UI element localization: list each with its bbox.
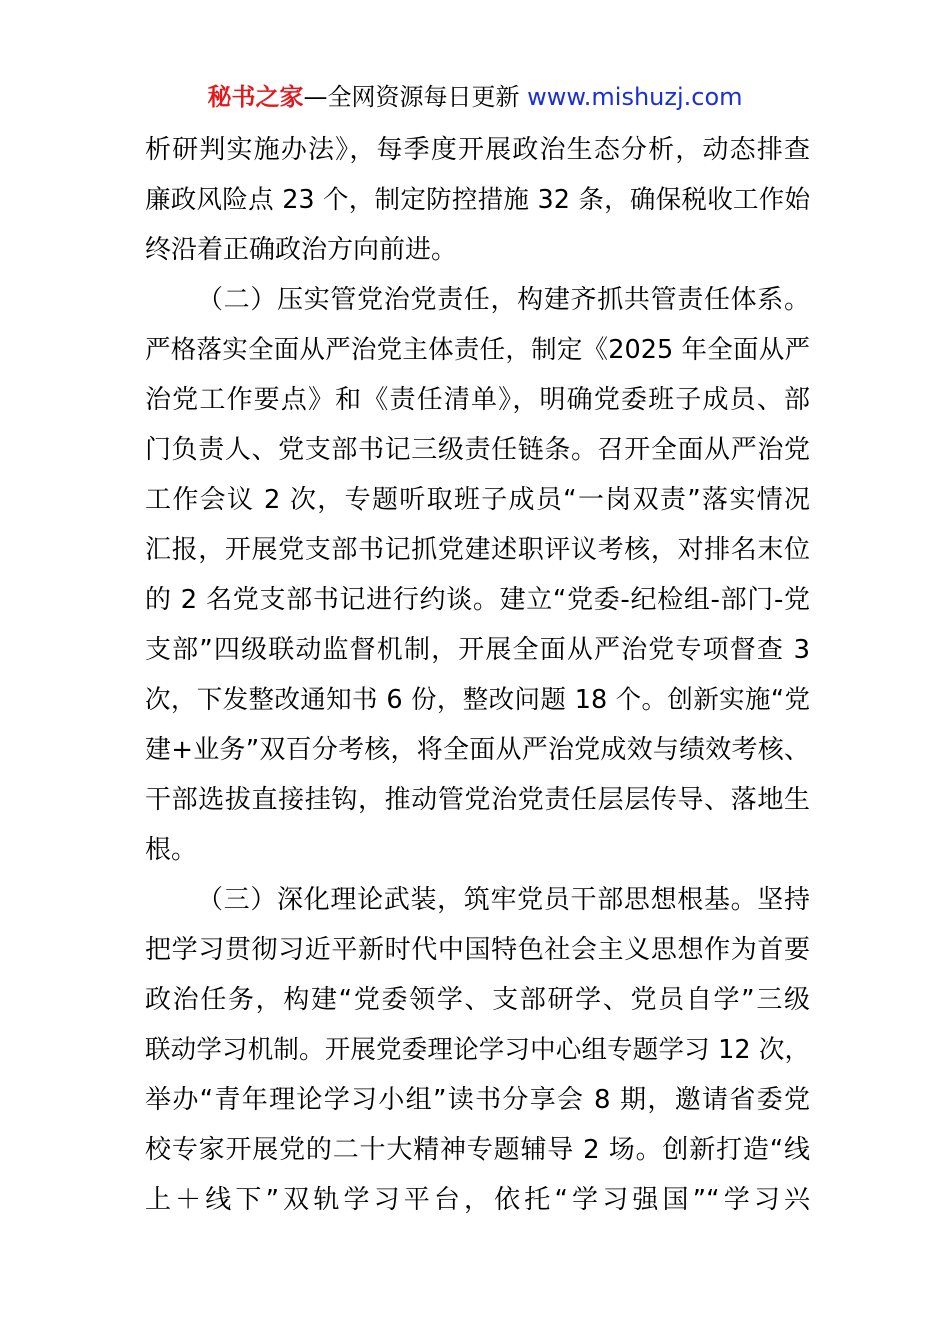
- text-line: 工作会议 2 次，专题听取班子成员“一岗双责”落实情况: [145, 485, 810, 515]
- site-url-link[interactable]: www.mishuzj.com: [527, 83, 743, 111]
- site-brand: 秘书之家: [207, 83, 304, 111]
- document-body: [145, 125, 810, 1225]
- text-line: 校专家开展党的二十大精神专题辅导 2 场。创新打造“线: [145, 1135, 810, 1165]
- text-line: 门负责人、党支部书记三级责任链条。召开全面从严治党: [145, 435, 810, 465]
- text-line: 建+业务”双百分考核，将全面从严治党成效与绩效考核、: [145, 735, 810, 765]
- text-line: 上＋线下”双轨学习平台，依托“学习强国”“学习兴: [145, 1185, 810, 1215]
- text-line: 廉政风险点 23 个，制定防控措施 32 条，确保税收工作始: [145, 185, 810, 215]
- text-line: （三）深化理论武装，筑牢党员干部思想根基。坚持: [197, 885, 810, 915]
- text-line: 根。: [145, 835, 198, 865]
- text-line: 支部”四级联动监督机制，开展全面从严治党专项督查 3: [145, 635, 810, 665]
- text-line: 终沿着正确政治方向前进。: [145, 235, 458, 265]
- text-line: 析研判实施办法》，每季度开展政治生态分析，动态排查: [145, 135, 810, 165]
- text-line: 政治任务，构建“党委领学、支部研学、党员自学”三级: [145, 985, 810, 1015]
- text-line: 汇报，开展党支部书记抓党建述职评议考核，对排名末位: [145, 535, 810, 565]
- text-line: 把学习贯彻习近平新时代中国特色社会主义思想作为首要: [145, 935, 810, 965]
- text-line: 次，下发整改通知书 6 份，整改问题 18 个。创新实施“党: [145, 685, 810, 715]
- text-line: 严格落实全面从严治党主体责任，制定《2025 年全面从严: [145, 335, 810, 365]
- text-line: 举办“青年理论学习小组”读书分享会 8 期，邀请省委党: [145, 1085, 810, 1115]
- text-line: （二）压实管党治党责任，构建齐抓共管责任体系。: [197, 285, 810, 315]
- site-header: [0, 80, 950, 114]
- site-tagline: —全网资源每日更新: [303, 83, 520, 111]
- text-line: 联动学习机制。开展党委理论学习中心组专题学习 12 次，: [145, 1035, 810, 1065]
- text-line: 干部选拔直接挂钩，推动管党治党责任层层传导、落地生: [145, 785, 810, 815]
- text-line: 治党工作要点》和《责任清单》，明确党委班子成员、部: [145, 385, 810, 415]
- text-line: 的 2 名党支部书记进行约谈。建立“党委-纪检组-部门-党: [145, 585, 810, 615]
